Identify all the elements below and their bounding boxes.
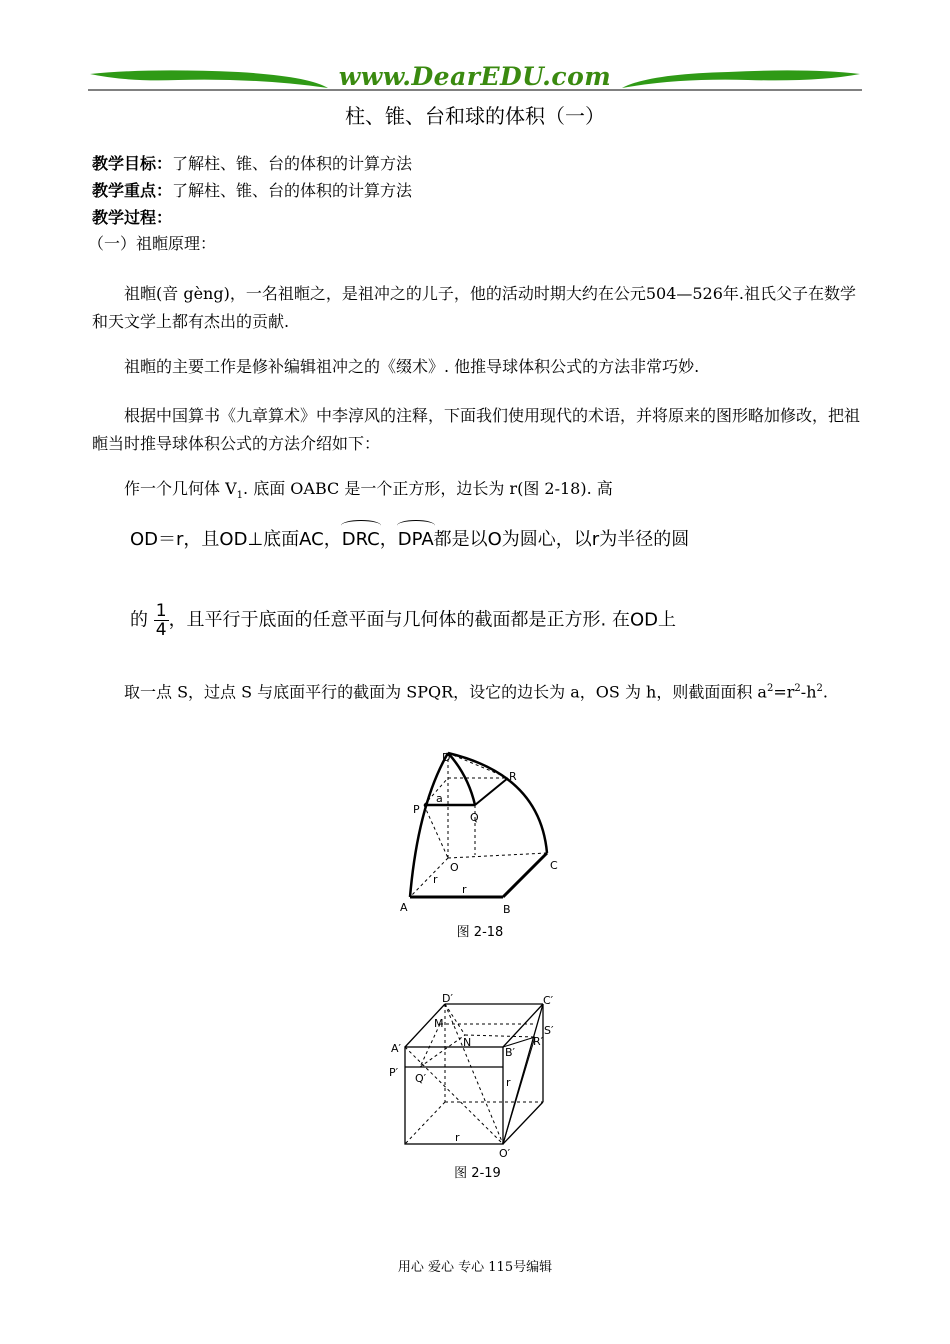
label-c: C xyxy=(550,859,558,872)
page-title: 柱、锥、台和球的体积（一） xyxy=(345,104,605,128)
paragraph-7 xyxy=(92,675,862,706)
paragraph-2: 祖暅的主要工作是修补编辑祖冲之的《缀术》. 他推导球体积公式的方法非常巧妙. xyxy=(124,357,700,376)
label-a: a xyxy=(436,792,443,805)
arc-dpa: DPA xyxy=(398,526,434,554)
focus-text: 了解柱、锥、台的体积的计算方法 xyxy=(172,181,413,200)
label-r-edge: r xyxy=(506,1076,511,1089)
sup-3: 2 xyxy=(816,683,823,694)
fraction-denominator: 4 xyxy=(155,620,167,640)
figure-2-18-caption: 图 2-18 xyxy=(456,925,504,940)
figure-2-18 xyxy=(390,745,570,940)
paragraph-7-text-a: 取一点 S，过点 S 与底面平行的截面为 SPQR，设它的边长为 a，OS 为 h，则截面面积 a xyxy=(124,682,767,702)
figure-2-18-drawing xyxy=(390,745,570,925)
label-s-prime: S′ xyxy=(544,1024,554,1037)
label-r: R xyxy=(509,770,517,783)
label-q-prime: Q′ xyxy=(415,1072,427,1085)
label-m: M xyxy=(434,1017,444,1030)
label-o-prime: O′ xyxy=(499,1147,511,1160)
label-c-prime: C′ xyxy=(543,994,554,1007)
label-b-prime: B′ xyxy=(505,1046,516,1059)
focus-label: 教学重点： xyxy=(92,181,173,200)
label-p: P xyxy=(413,803,420,816)
label-d: D xyxy=(442,751,451,764)
paragraph-5 xyxy=(130,526,830,554)
arc-dpa-line xyxy=(410,751,451,897)
arc-drc-line xyxy=(448,753,547,853)
sup-2: 2 xyxy=(794,683,801,694)
paragraph-5-sep: ， xyxy=(379,529,398,550)
arc-drc: DRC xyxy=(342,526,380,554)
figure-2-19-drawing xyxy=(385,990,570,1160)
paragraph-5-text-a: OD＝r，且OD⊥底面AC， xyxy=(130,529,342,550)
paragraph-4-text-a: 作一个几何体 V xyxy=(124,479,237,498)
label-o: O xyxy=(450,861,459,874)
edge-qr xyxy=(475,778,508,805)
edge-bc xyxy=(503,853,547,897)
paragraph-4-subscript: 1 xyxy=(236,490,244,502)
label-r-bottom: r xyxy=(455,1131,460,1144)
paragraph-4 xyxy=(92,475,862,510)
label-a-prime: A′ xyxy=(391,1042,402,1055)
label-d-prime: D′ xyxy=(442,992,453,1005)
paragraph-4-text-b: . 底面 OABC 是一个正方形，边长为 r(图 2-18). 高 xyxy=(243,479,613,498)
paragraph-7-text-b: =r xyxy=(773,682,795,702)
label-a-point: A xyxy=(400,901,408,914)
page-footer: 用心 爱心 专心 115号编辑 xyxy=(397,1260,553,1275)
label-b: B xyxy=(503,903,511,916)
figure-2-19-caption: 图 2-19 xyxy=(454,1166,501,1181)
paragraph-7-text-d: . xyxy=(822,682,828,702)
site-url-logo: www.DearEDU.com xyxy=(338,62,612,91)
paragraph-5-text-b: 都是以O为圆心，以r为半径的圆 xyxy=(433,529,690,550)
label-q: Q xyxy=(470,811,479,824)
label-n: N xyxy=(463,1036,472,1049)
sup-1: 2 xyxy=(766,683,774,694)
goal-line xyxy=(92,153,412,175)
label-p-prime: P′ xyxy=(389,1066,399,1079)
label-r-prime: R′ xyxy=(533,1035,544,1048)
focus-line xyxy=(92,180,412,202)
paragraph-1: 祖暅(音 gèng)，一名祖暅之，是祖冲之的儿子，他的活动时期大约在公元504—526年.祖氏父子在数学和天文学上都有杰出的贡献. xyxy=(92,284,856,331)
goal-text: 了解柱、锥、台的体积的计算方法 xyxy=(172,154,413,173)
section-heading: （一）祖暅原理： xyxy=(88,234,217,253)
fraction-one-quarter xyxy=(154,602,169,639)
goal-label: 教学目标： xyxy=(92,154,173,173)
paragraph-6 xyxy=(130,602,830,639)
fraction-numerator: 1 xyxy=(155,601,167,621)
process-label: 教学过程： xyxy=(92,208,173,227)
figure-2-19 xyxy=(385,990,570,1181)
paragraph-3: 根据中国算书《九章算术》中李淳风的注释，下面我们使用现代的术语，并将原来的图形略加修改，把祖暅当时推导球体积公式的方法介绍如下： xyxy=(92,406,861,453)
paragraph-6-text-a: 的 xyxy=(130,609,148,631)
paragraph-6-text-b: ，且平行于底面的任意平面与几何体的截面都是正方形. 在OD上 xyxy=(168,609,677,631)
label-r1: r xyxy=(433,873,438,886)
paragraph-7-text-c: -h xyxy=(800,682,817,702)
site-header xyxy=(88,60,862,100)
label-r2: r xyxy=(462,883,467,896)
